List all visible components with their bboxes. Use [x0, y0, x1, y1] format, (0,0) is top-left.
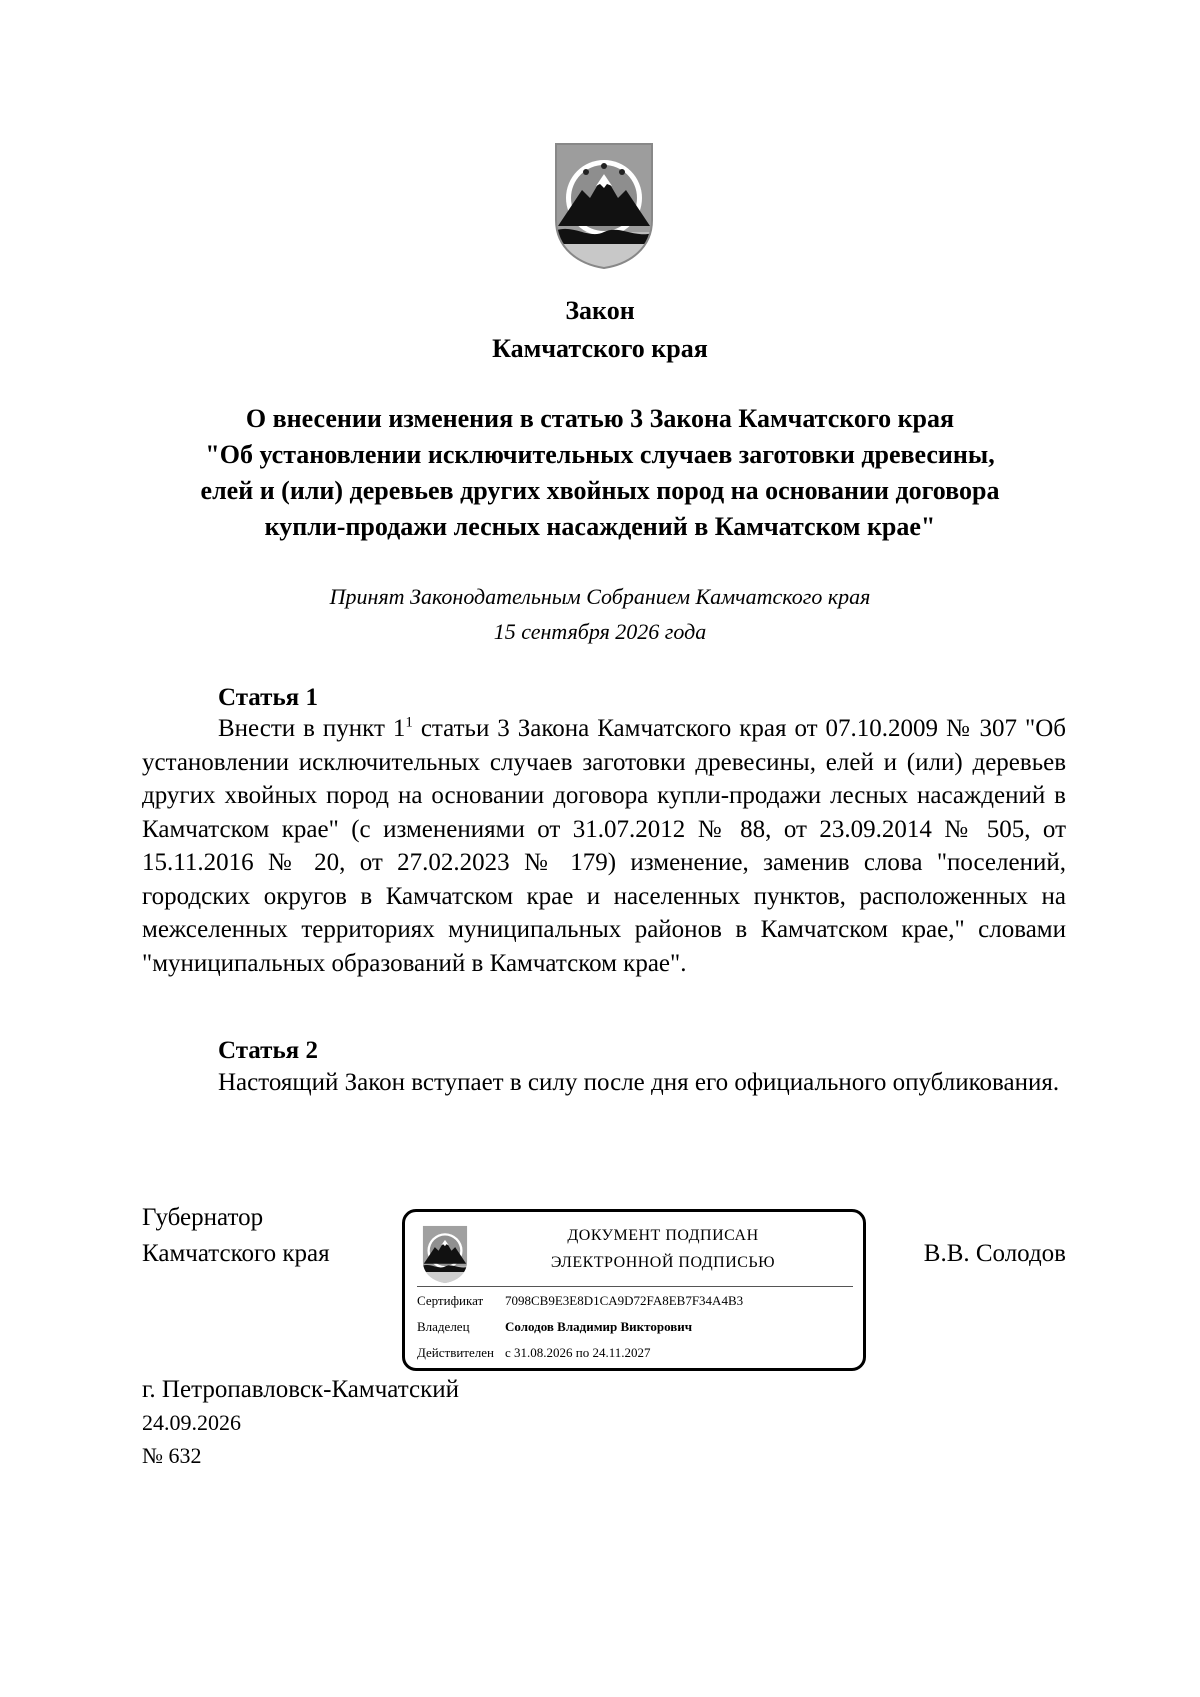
- kamchatka-coat-of-arms-icon: [419, 1224, 471, 1284]
- stamp-divider: [417, 1286, 853, 1287]
- validity-label: Действителен: [417, 1345, 494, 1360]
- electronic-signature-stamp: [402, 1209, 866, 1371]
- issue-date: 24.09.2026: [142, 1410, 241, 1435]
- article-2-text: Настоящий Закон вступает в силу после дня его официального опубликования.: [218, 1069, 1060, 1096]
- stamp-certificate-row: [417, 1288, 743, 1314]
- issue-place: г. Петропавловск-Камчатский: [142, 1376, 459, 1403]
- article-1-body: [142, 712, 1066, 980]
- kamchatka-coat-of-arms-icon: [552, 140, 656, 270]
- validity-value: с 31.08.2026 по 24.11.2027: [505, 1345, 651, 1360]
- certificate-label: Сертификат: [417, 1293, 484, 1308]
- adopted-date: 15 сентября 2026 года: [493, 619, 707, 644]
- stamp-emblem: [419, 1224, 471, 1284]
- subject-line-2: "Об установлении исключительных случаев заготовки древесины,: [205, 440, 995, 469]
- stamp-title-line-2: ЭЛЕКТРОННОЙ ПОДПИСЬЮ: [550, 1254, 776, 1271]
- owner-value: Солодов Владимир Викторович: [505, 1319, 693, 1334]
- article-1-text-rest: статьи 3 Закона Камчатского края от 07.10.2009 № 307 "Об установлении исключительных случаев заготовки древесины, елей и (или) деревьев других хвойных пород на основании договора купли-продажи лесных насаждений в Камчатском крае" (с изменениями от 31.07.2012 № 88, от 23.09.2014 № 505, от 15.11.2016 № 20, от 27.02.2023 № 179) изменение, заменив слова "поселений, городских округов в Камчатском крае и населенных пунктов, расположенных на межселенных территориях муниципальных районов в Камчатском крае," словами "муниципальных образований в Камчатском крае".: [142, 715, 1066, 977]
- adopted-by: Принят Законодательным Собранием Камчатского края: [329, 584, 871, 609]
- article-1-heading: Статья 1: [218, 684, 318, 711]
- subject-line-3: елей и (или) деревьев других хвойных пород на основании договора: [200, 476, 1000, 505]
- owner-label: Владелец: [417, 1319, 470, 1334]
- signatory-name: В.В. Солодов: [923, 1240, 1066, 1267]
- article-2-body: [142, 1066, 1066, 1100]
- stamp-owner-row: [417, 1314, 692, 1340]
- stamp-validity-row: [417, 1340, 651, 1366]
- law-number: № 632: [142, 1443, 202, 1468]
- article-1-superscript: 1: [405, 714, 413, 731]
- subject-line-1: О внесении изменения в статью 3 Закона Камчатского края: [245, 404, 955, 433]
- issuing-region: Камчатского края: [492, 334, 708, 363]
- article-1-text-start: Внести в пункт 1: [218, 715, 406, 742]
- coat-of-arms: [552, 140, 656, 270]
- signatory-position-line-2: Камчатского края: [142, 1240, 330, 1267]
- stamp-title-line-1: ДОКУМЕНТ ПОДПИСАН: [567, 1227, 759, 1244]
- signatory-position-line-1: Губернатор: [142, 1204, 264, 1231]
- document-type: Закон: [565, 296, 635, 325]
- subject-line-4: купли-продажи лесных насаждений в Камчатском крае": [264, 512, 936, 541]
- article-2-heading: Статья 2: [218, 1037, 318, 1064]
- certificate-value: 7098CB9E3E8D1CA9D72FA8EB7F34A4B3: [505, 1293, 744, 1308]
